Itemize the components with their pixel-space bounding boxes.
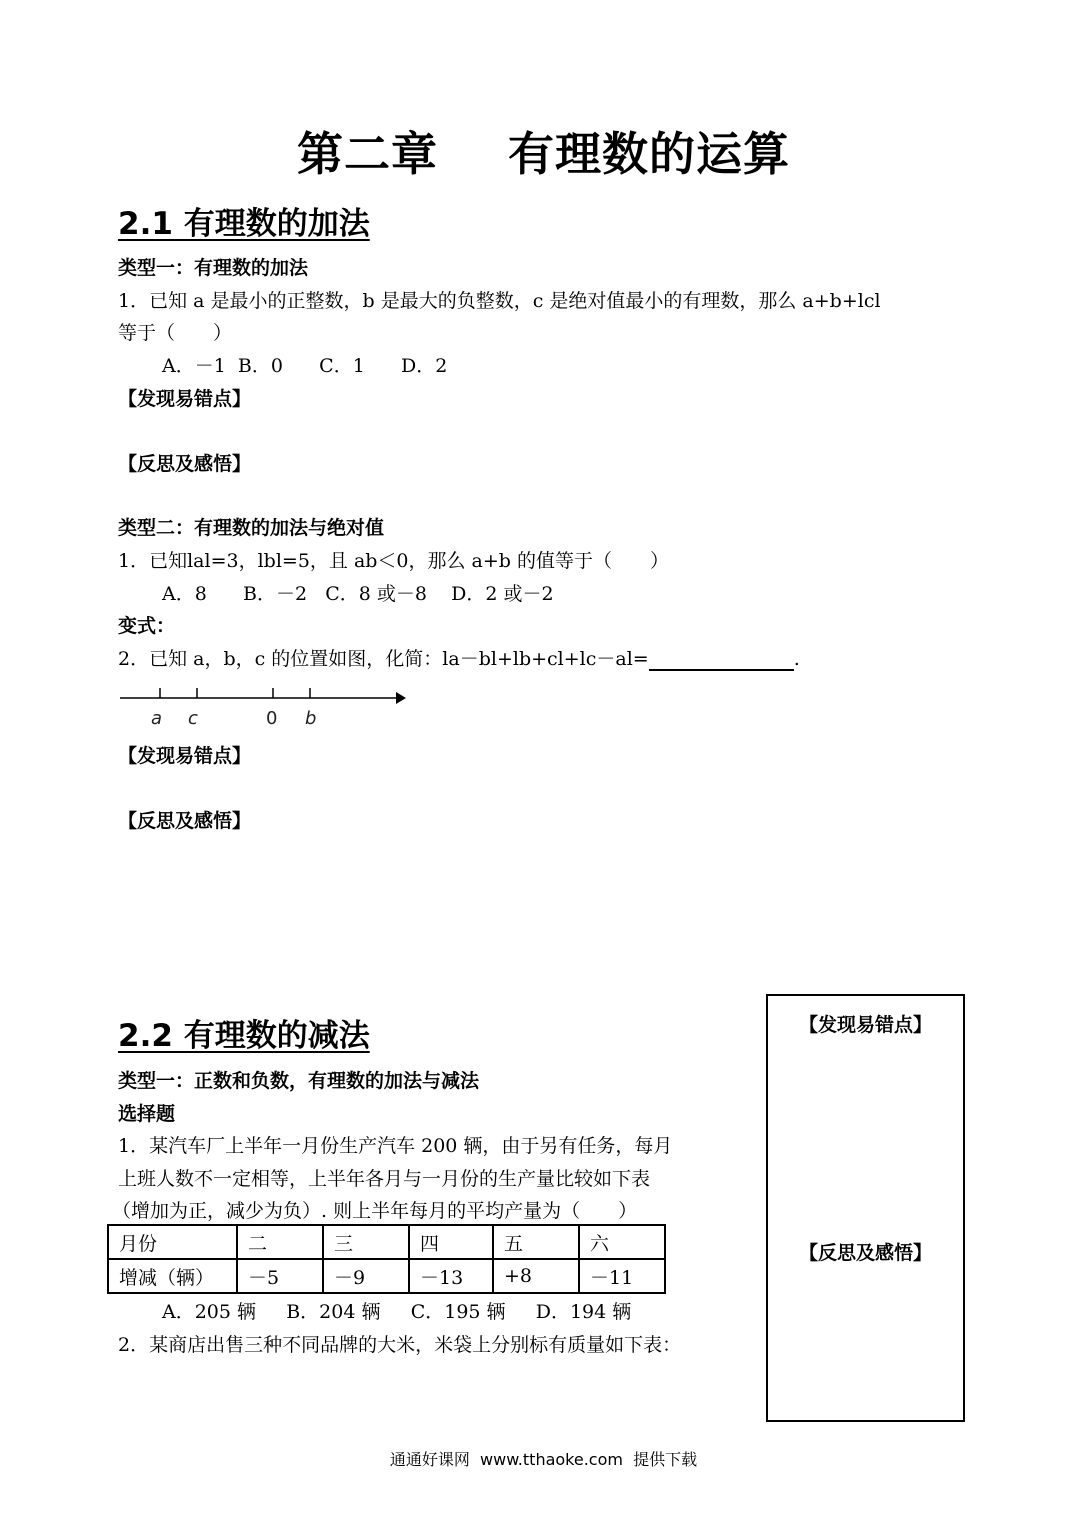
table-cell: －13 — [409, 1259, 493, 1293]
notes-sidebar — [766, 994, 965, 1422]
find-errors-label: 【发现易错点】 — [118, 388, 252, 410]
numberline-label-a: a — [151, 708, 163, 729]
question-1-line2: 等于（ ） — [118, 322, 233, 344]
numberline-label-c: c — [188, 708, 198, 729]
table-cell: 五 — [493, 1225, 579, 1259]
type2-heading: 类型二：有理数的加法与绝对值 — [118, 517, 385, 539]
type2-question-2-end: . — [793, 648, 800, 670]
table-header-row — [108, 1225, 665, 1259]
production-table — [107, 1224, 666, 1294]
question-1-line1: 1．已知 a 是最小的正整数，b 是最大的负整数，c 是绝对值最小的有理数，那么 a+b+lcl — [118, 290, 881, 312]
reflection-label-2: 【反思及感悟】 — [118, 810, 252, 832]
type2-question-2 — [118, 644, 800, 671]
type1-heading: 类型一：有理数的加法 — [118, 257, 309, 279]
reflection-label: 【反思及感悟】 — [118, 453, 252, 475]
section-heading-2-1: 2.1 有理数的加法 — [118, 206, 370, 242]
find-errors-label-2: 【发现易错点】 — [118, 745, 252, 767]
sec2-question-1-line3: （增加为正，减少为负）. 则上半年每月的平均产量为（ ） — [112, 1200, 638, 1222]
sidebar-find-errors: 【发现易错点】 — [798, 1014, 932, 1036]
table-cell: －9 — [323, 1259, 409, 1293]
answer-blank — [649, 649, 794, 671]
sec2-question-1-options: A．205 辆 B．204 辆 C．195 辆 D．194 辆 — [162, 1301, 632, 1323]
type2-question-1: 1．已知lal=3，lbl=5，且 ab＜0，那么 a+b 的值等于（ ） — [118, 550, 670, 572]
chapter-title — [0, 118, 1087, 184]
numberline-label-0: 0 — [266, 708, 278, 729]
chapter-number: 第二章 — [297, 127, 438, 181]
sec2-subheading: 选择题 — [118, 1103, 176, 1125]
sec2-type1-heading: 类型一：正数和负数，有理数的加法与减法 — [118, 1070, 480, 1092]
type2-question-2-text: 2．已知 a，b，c 的位置如图，化简：la－bl+lb+cl+lc－al= — [118, 648, 649, 670]
table-cell: 二 — [237, 1225, 323, 1259]
page-footer: 通通好课网 www.tthaoke.com 提供下载 — [389, 1450, 698, 1469]
number-line-arrow — [396, 692, 406, 704]
section-heading-2-2: 2.2 有理数的减法 — [118, 1018, 370, 1054]
table-cell: －11 — [579, 1259, 665, 1293]
table-cell: 四 — [409, 1225, 493, 1259]
table-cell: 月份 — [108, 1225, 237, 1259]
sec2-question-1-line1: 1．某汽车厂上半年一月份生产汽车 200 辆，由于另有任务，每月 — [118, 1135, 673, 1157]
sec2-question-1-line2: 上班人数不一定相等，上半年各月与一月份的生产量比较如下表 — [118, 1168, 651, 1190]
numberline-label-b: b — [305, 708, 317, 729]
chapter-name: 有理数的运算 — [508, 127, 790, 181]
table-cell: －5 — [237, 1259, 323, 1293]
sec2-question-2: 2．某商店出售三种不同品牌的大米，米袋上分别标有质量如下表： — [118, 1334, 682, 1356]
table-row — [108, 1259, 665, 1293]
variant-label: 变式： — [118, 615, 176, 637]
table-cell: 六 — [579, 1225, 665, 1259]
table-cell: 增减（辆） — [108, 1259, 237, 1293]
table-cell: +8 — [493, 1259, 579, 1293]
type2-question-1-options: A．8 B．－2 C．8 或－8 D．2 或－2 — [162, 583, 554, 605]
table-cell: 三 — [323, 1225, 409, 1259]
question-1-options: A．－1 B．0 C．1 D．2 — [162, 355, 448, 377]
sidebar-reflection: 【反思及感悟】 — [798, 1242, 932, 1264]
